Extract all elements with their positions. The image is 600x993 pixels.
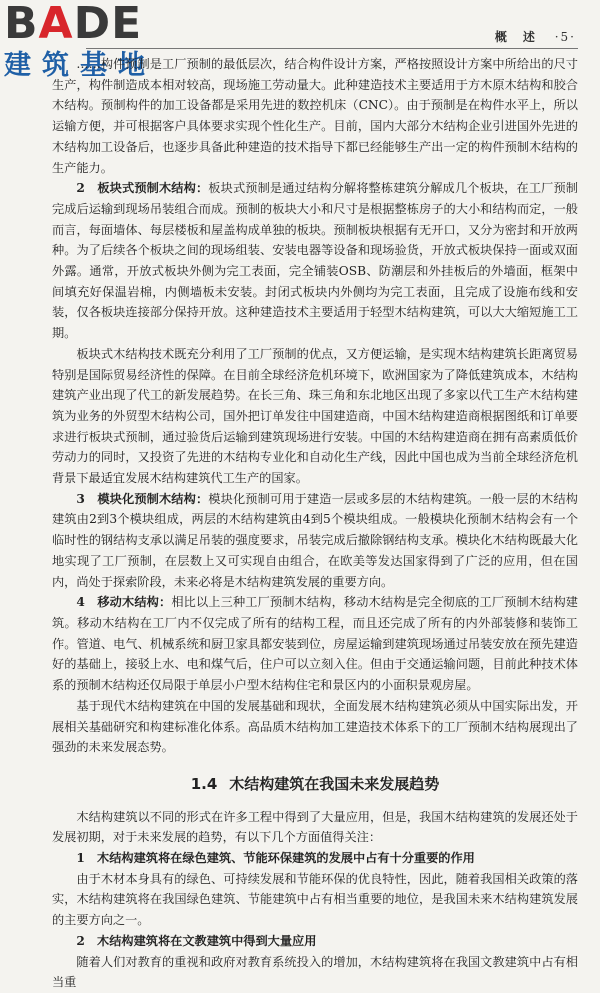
item-heading: 3 模块化预制木结构： — [76, 491, 209, 506]
paragraph-text: 模块化预制可用于建造一层或多层的木结构建筑。一般一层的木结构建筑由2到3个模块组成，两层的木结构建筑由4到5个模块组成。一般模块化预制木结构会有一个临时性的钢结构支承以满足吊装的强度要求，吊装完成后撤除钢结构支承。模块化木结构既最大化地实现了工厂预制，在层数上又可实现自由组合，在欧美等发达国家得到了广泛的应用，但在国内，尚处于探索阶段，未来必将是木结构建筑发展的重要方向。 — [52, 491, 578, 589]
paragraph: 板块式木结构技术既充分利用了工厂预制的优点，又方便运输，是实现木结构建筑长距离贸易特别是国际贸易经济性的保障。在目前全球经济危机环境下，欧洲国家为了降低建筑成本，木结构建筑产业出现了代工的新发展趋势。在长三角、珠三角和东北地区出现了多家以代工生产木结构建筑为业务的外贸型木结构公司，国外把订单发往中国建造商，中国木结构建造商根据图纸和订单要求进行板块式预制，通过验货后运输到建筑现场进行安装。中国的木结构建造商在拥有高素质低价劳动力的同时，又投资了先进的木结构专业化和自动化生产线，因此中国也成为当前全球经济危机背景下最适宜发展木结构建筑代工生产的国家。 — [52, 346, 578, 486]
paragraph — [52, 592, 578, 696]
running-header — [495, 28, 576, 45]
paragraph: ……构件预制是工厂预制的最低层次，结合构件设计方案，严格按照设计方案中所给出的尺寸生产，构件制造成本相对较高，现场施工劳动量大。此种建造技术主要适用于方木原木结构和胶合木结构。预制构件的加工设备都是采用先进的数控机床（CNC）。由于预制是在构件水平上，所以运输方便，并可根据客户具体要求实现个性化生产。目前，国内大部分木结构企业引进国外先进的木结构加工设备后，也逐步具备此种建造的技术指导下都已经能够生产出一定的构件预制木结构的生产能力。 — [52, 57, 578, 175]
logo-sub-text: 建筑基地 — [4, 50, 156, 81]
paragraph: 由于木材本身具有的绿色、可持续发展和节能环保的优良特性，因此，随着我国相关政策的落实，木结构建筑将在我国绿色建筑、节能建筑中占有相当重要的地位，是我国未来木结构建筑发展的主要方向之一。 — [52, 871, 578, 928]
paragraph — [52, 178, 578, 344]
header-rule — [86, 48, 578, 49]
page-number: ·5· — [554, 30, 576, 44]
section-title-text: 木结构建筑在我国未来发展趋势 — [229, 774, 440, 793]
chapter-title: 概 述 — [494, 30, 537, 44]
item-heading: 2 木结构建筑将在文教建筑中得到大量应用 — [76, 933, 317, 948]
section-number: 1.4 — [190, 774, 218, 793]
paragraph: 随着人们对教育的重视和政府对教育系统投入的增加，木结构建筑将在我国文教建筑中占有相当重 — [52, 954, 578, 990]
paragraph — [52, 489, 578, 593]
paragraph: 基于现代木结构建筑在中国的发展基础和现状，全面发展木结构建筑必须从中国实际出发，开展相关基础研究和构建标准化体系。高品质木结构加工建造技术体系下的工厂预制木结构展现出了强劲的未来发展态势。 — [52, 698, 578, 755]
logo-brand-text: BADE — [4, 0, 143, 49]
item-heading: 2 板块式预制木结构： — [76, 181, 209, 196]
item-heading: 1 木结构建筑将在绿色建筑、节能环保建筑的发展中占有十分重要的作用 — [76, 851, 475, 866]
paragraph-text: 相比以上三种工厂预制木结构，移动木结构是完全彻底的工厂预制木结构建筑。移动木结构在工厂内不仅完成了所有的结构工程，而且还完成了所有的内外部装修和装饰工作。管道、电气、机械系统和厨卫家具都安装到位，房屋运输到建筑现场通过吊装安放在预先建造好的基础上，接驳上水、电和煤气后，住户可以立刻入住。但由于交通运输问题，目前此种技术体系的预制木结构还仅局限于单层小户型木结构住宅和景区内的小面积景观房屋。 — [52, 595, 578, 693]
paragraph-text: 板块式预制是通过结构分解将整栋建筑分解成几个板块，在工厂预制完成后运输到现场吊装组合而成。预制的板块大小和尺寸是根据整栋房子的大小和结构而定，一般而言，每面墙体、每层楼板和屋盖构成单独的板块。预制板块根据有无开口，又分为密封和开放两种。为了后续各个板块之间的现场组装、安装电器等设备和现场验货，开放式板块保持一面或双面外露。通常，开放式板块外侧为完工表面，完全铺装OSB、防潮层和外挂板后的外墙面，框架中间填充好保温岩棉，内侧墙板未安装。封闭式板块内外侧均为完工表面，且完成了设施布线和安装，仅各板块连接部分保持开放。这种建造技术主要适用于轻型木结构建筑，可以大大缩短施工工期。 — [52, 181, 578, 341]
section-heading — [52, 774, 578, 795]
body-text — [52, 54, 578, 993]
item-heading: 4 移动木结构： — [76, 595, 172, 610]
paragraph: 木结构建筑以不同的形式在许多工程中得到了大量应用，但是，我国木结构建筑的发展还处于发展初期，对于未来发展的趋势，有以下几个方面值得关注： — [52, 809, 578, 845]
